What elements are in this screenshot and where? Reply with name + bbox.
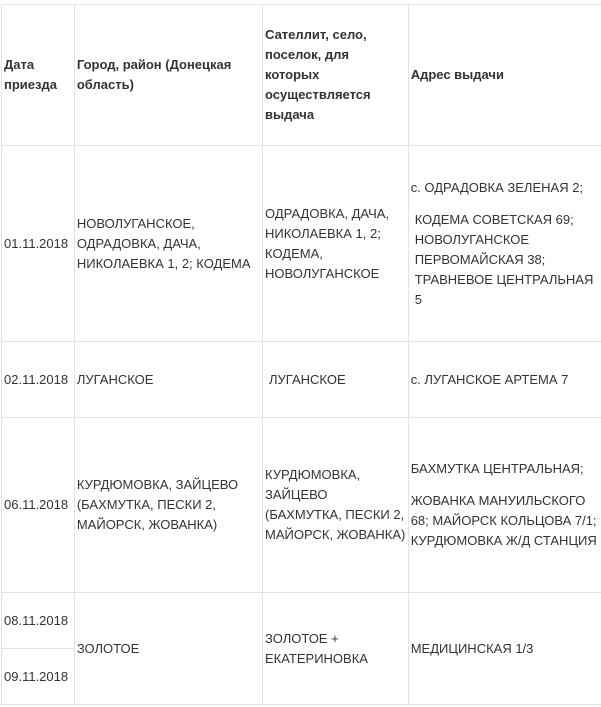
cell-address: [408, 593, 601, 705]
cell-date: 09.11.2018: [2, 649, 75, 705]
address-line: с. ЛУГАНСКОЕ АРТЕМА 7: [410, 371, 569, 387]
header-city: Город, район (Донецкая область): [74, 5, 262, 146]
table-row: [2, 342, 601, 418]
cell-satellite: ЛУГАНСКОЕ: [263, 342, 409, 418]
address-line: с. ОДРАДОВКА ЗЕЛЕНАЯ 2;: [410, 179, 584, 195]
cell-address: [408, 342, 601, 418]
cell-date: 08.11.2018: [2, 593, 75, 649]
table-row: [2, 418, 601, 593]
address-line: МЕДИЦИНСКАЯ 1/3: [410, 640, 534, 656]
table-row: [2, 593, 601, 649]
address-line: КОДЕМА СОВЕТСКАЯ 69; НОВОЛУГАНСКОЕ ПЕРВОМАЙСКАЯ 38; ТРАВНЕВОЕ ЦЕНТРАЛЬНАЯ 5: [414, 211, 594, 307]
cell-satellite: ОДРАДОВКА, ДАЧА, НИКОЛАЕВКА 1, 2; КОДЕМА, НОВОЛУГАНСКОЕ: [263, 146, 409, 342]
cell-satellite: ЗОЛОТОЕ + ЕКАТЕРИНОВКА: [263, 593, 409, 705]
cell-address: [408, 146, 601, 342]
cell-date: 06.11.2018: [2, 418, 75, 593]
address-line: ЖОВАНКА МАНУИЛЬСКОГО 68; МАЙОРСК КОЛЬЦОВА 7/1; КУРДЮМОВКА Ж/Д СТАНЦИЯ: [410, 493, 597, 548]
distribution-schedule-table: [1, 4, 601, 705]
cell-date: 02.11.2018: [2, 342, 75, 418]
cell-date: 01.11.2018: [2, 146, 75, 342]
cell-city: НОВОЛУГАНСКОЕ, ОДРАДОВКА, ДАЧА, НИКОЛАЕВКА 1, 2; КОДЕМА: [74, 146, 262, 342]
cell-city: ЗОЛОТОЕ: [74, 593, 262, 705]
address-line: БАХМУТКА ЦЕНТРАЛЬНАЯ;: [410, 461, 584, 476]
table-header-row: [2, 5, 601, 146]
cell-satellite: КУРДЮМОВКА, ЗАЙЦЕВО (БАХМУТКА, ПЕСКИ 2, МАЙОРСК, ЖОВАНКА): [263, 418, 409, 593]
cell-city: ЛУГАНСКОЕ: [74, 342, 262, 418]
table-row: [2, 146, 601, 342]
header-satellite: Сателлит, село, поселок, для которых осуществляется выдача: [263, 5, 409, 146]
header-address: Адрес выдачи: [408, 5, 601, 146]
cell-address: [408, 418, 601, 593]
header-date: Дата приезда: [2, 5, 75, 146]
cell-city: КУРДЮМОВКА, ЗАЙЦЕВО (БАХМУТКА, ПЕСКИ 2, МАЙОРСК, ЖОВАНКА): [74, 418, 262, 593]
